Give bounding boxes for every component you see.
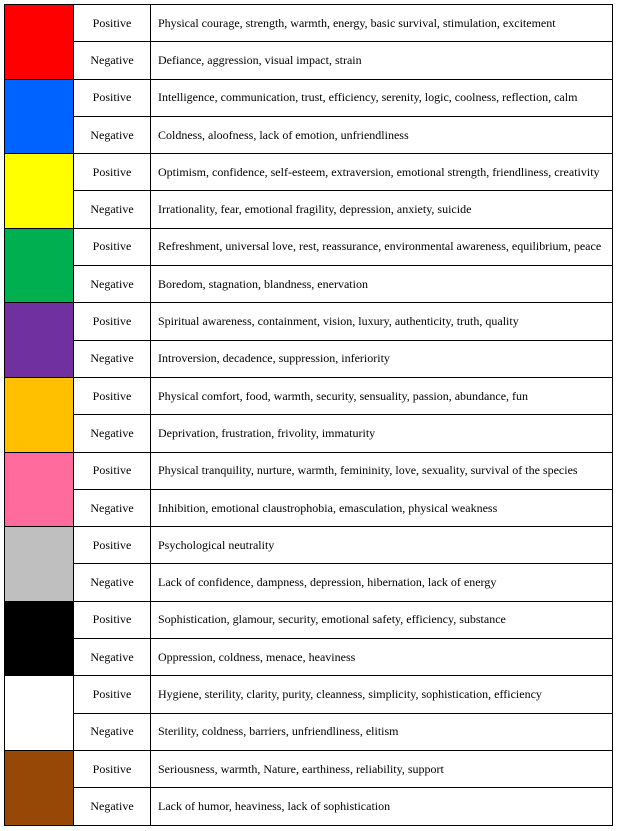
polarity-label: Positive [74,676,151,713]
polarity-label: Negative [74,489,151,526]
table-row-yellow-positive [5,154,613,191]
color-psychology-table [4,4,613,826]
description-grey-negative: Lack of confidence, dampness, depression, hibernation, lack of energy [151,564,613,601]
polarity-label: Positive [74,303,151,340]
table-row-grey-negative [5,564,613,601]
polarity-label: Positive [74,750,151,787]
color-swatch-orange [5,377,74,452]
description-blue-negative: Coldness, aloofness, lack of emotion, unfriendliness [151,116,613,153]
polarity-label: Positive [74,5,151,42]
polarity-label: Negative [74,42,151,79]
table-row-pink-positive [5,452,613,489]
polarity-label: Negative [74,340,151,377]
table-body [5,5,613,826]
color-swatch-yellow [5,154,74,229]
polarity-label: Negative [74,788,151,825]
table-row-orange-positive [5,377,613,414]
color-swatch-pink [5,452,74,527]
description-red-positive: Physical courage, strength, warmth, energy, basic survival, stimulation, excitement [151,5,613,42]
color-swatch-black [5,601,74,676]
table-row-red-negative [5,42,613,79]
table-row-blue-positive [5,79,613,116]
table-row-white-positive [5,676,613,713]
table-row-orange-negative [5,415,613,452]
color-swatch-red [5,5,74,80]
polarity-label: Positive [74,601,151,638]
table-row-grey-positive [5,527,613,564]
table-row-red-positive [5,5,613,42]
description-white-negative: Sterility, coldness, barriers, unfriendliness, elitism [151,713,613,750]
description-pink-positive: Physical tranquility, nurture, warmth, femininity, love, sexuality, survival of the species [151,452,613,489]
description-black-negative: Oppression, coldness, menace, heaviness [151,639,613,676]
table-row-brown-negative [5,788,613,825]
table-row-white-negative [5,713,613,750]
description-yellow-negative: Irrationality, fear, emotional fragility, depression, anxiety, suicide [151,191,613,228]
description-brown-positive: Seriousness, warmth, Nature, earthiness, reliability, support [151,750,613,787]
description-brown-negative: Lack of humor, heaviness, lack of sophistication [151,788,613,825]
description-orange-negative: Deprivation, frustration, frivolity, immaturity [151,415,613,452]
table-row-violet-positive [5,303,613,340]
table-row-black-negative [5,639,613,676]
description-yellow-positive: Optimism, confidence, self-esteem, extraversion, emotional strength, friendliness, creativity [151,154,613,191]
polarity-label: Negative [74,713,151,750]
description-violet-negative: Introversion, decadence, suppression, inferiority [151,340,613,377]
polarity-label: Positive [74,154,151,191]
polarity-label: Positive [74,79,151,116]
description-white-positive: Hygiene, sterility, clarity, purity, cleanness, simplicity, sophistication, efficiency [151,676,613,713]
table-row-yellow-negative [5,191,613,228]
polarity-label: Negative [74,415,151,452]
polarity-label: Negative [74,116,151,153]
table-row-violet-negative [5,340,613,377]
color-swatch-blue [5,79,74,154]
polarity-label: Positive [74,452,151,489]
polarity-label: Negative [74,266,151,303]
description-blue-positive: Intelligence, communication, trust, efficiency, serenity, logic, coolness, reflection, calm [151,79,613,116]
table-row-brown-positive [5,750,613,787]
color-swatch-grey [5,527,74,602]
table-row-blue-negative [5,116,613,153]
description-green-negative: Boredom, stagnation, blandness, enervation [151,266,613,303]
color-swatch-green [5,228,74,303]
color-swatch-white [5,676,74,751]
table-row-pink-negative [5,489,613,526]
table-row-black-positive [5,601,613,638]
polarity-label: Positive [74,527,151,564]
description-black-positive: Sophistication, glamour, security, emotional safety, efficiency, substance [151,601,613,638]
table-row-green-negative [5,266,613,303]
polarity-label: Positive [74,377,151,414]
description-green-positive: Refreshment, universal love, rest, reassurance, environmental awareness, equilibrium, peace [151,228,613,265]
polarity-label: Negative [74,564,151,601]
description-pink-negative: Inhibition, emotional claustrophobia, emasculation, physical weakness [151,489,613,526]
table-row-green-positive [5,228,613,265]
color-swatch-brown [5,750,74,825]
description-red-negative: Defiance, aggression, visual impact, strain [151,42,613,79]
description-grey-positive: Psychological neutrality [151,527,613,564]
polarity-label: Negative [74,639,151,676]
color-swatch-violet [5,303,74,378]
polarity-label: Positive [74,228,151,265]
polarity-label: Negative [74,191,151,228]
description-orange-positive: Physical comfort, food, warmth, security, sensuality, passion, abundance, fun [151,377,613,414]
description-violet-positive: Spiritual awareness, containment, vision, luxury, authenticity, truth, quality [151,303,613,340]
